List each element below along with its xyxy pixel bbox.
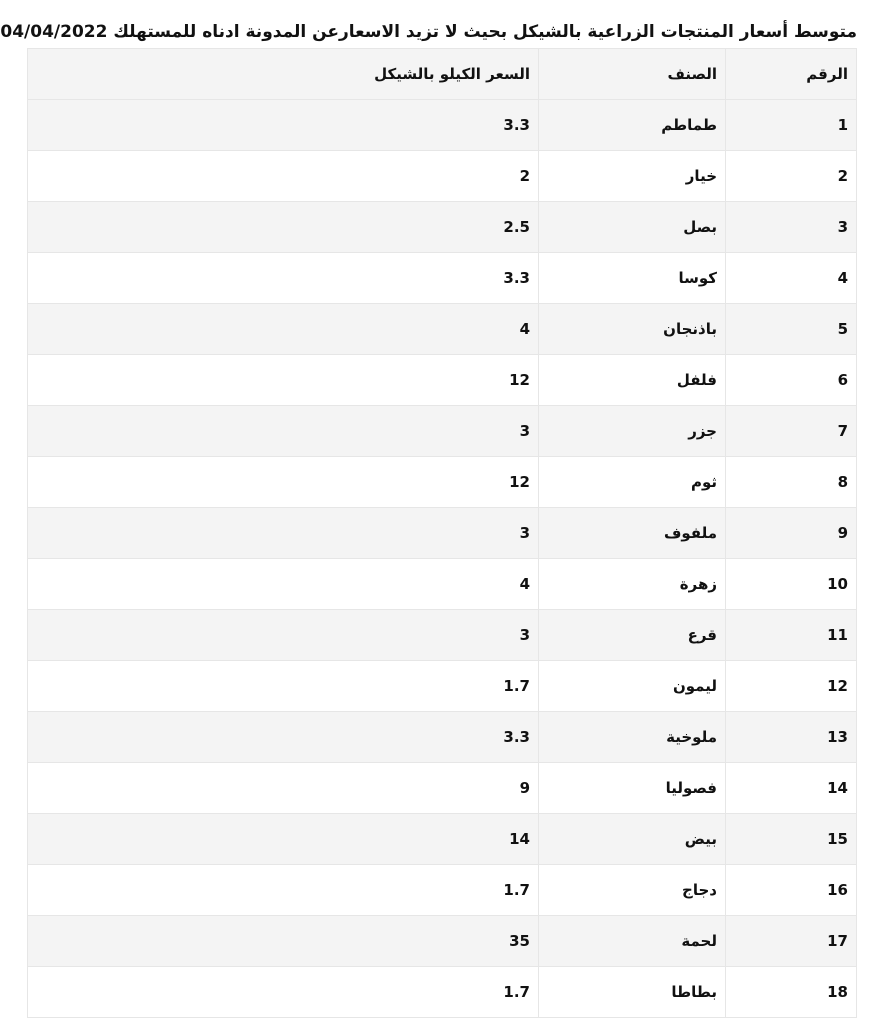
- table-header-row: [28, 49, 857, 100]
- cell-item: ملوخية: [539, 712, 726, 763]
- table-row: [28, 559, 857, 610]
- table-row: [28, 202, 857, 253]
- header-number: الرقم: [726, 49, 857, 100]
- cell-item: طماطم: [539, 100, 726, 151]
- cell-number: 10: [726, 559, 857, 610]
- table-row: [28, 304, 857, 355]
- cell-number: 6: [726, 355, 857, 406]
- cell-price: 12: [28, 457, 539, 508]
- cell-number: 2: [726, 151, 857, 202]
- cell-item: دجاج: [539, 865, 726, 916]
- cell-price: 3: [28, 406, 539, 457]
- table-row: [28, 967, 857, 1018]
- cell-price: 3.3: [28, 712, 539, 763]
- table-row: [28, 814, 857, 865]
- cell-price: 2: [28, 151, 539, 202]
- table-row: [28, 661, 857, 712]
- table-row: [28, 865, 857, 916]
- cell-price: 3.3: [28, 253, 539, 304]
- cell-price: 2.5: [28, 202, 539, 253]
- header-price: السعر الكيلو بالشيكل: [28, 49, 539, 100]
- table-row: [28, 508, 857, 559]
- header-item: الصنف: [539, 49, 726, 100]
- cell-item: خيار: [539, 151, 726, 202]
- cell-item: فلفل: [539, 355, 726, 406]
- cell-price: 4: [28, 559, 539, 610]
- table-row: [28, 406, 857, 457]
- table-row: [28, 457, 857, 508]
- table-body: [28, 100, 857, 1018]
- cell-price: 14: [28, 814, 539, 865]
- cell-number: 18: [726, 967, 857, 1018]
- cell-number: 7: [726, 406, 857, 457]
- cell-price: 1.7: [28, 865, 539, 916]
- cell-item: زهرة: [539, 559, 726, 610]
- cell-number: 1: [726, 100, 857, 151]
- cell-item: باذنجان: [539, 304, 726, 355]
- table-row: [28, 100, 857, 151]
- cell-number: 11: [726, 610, 857, 661]
- cell-price: 4: [28, 304, 539, 355]
- cell-item: جزر: [539, 406, 726, 457]
- cell-number: 12: [726, 661, 857, 712]
- cell-item: ليمون: [539, 661, 726, 712]
- table-row: [28, 763, 857, 814]
- cell-item: كوسا: [539, 253, 726, 304]
- cell-number: 17: [726, 916, 857, 967]
- table-row: [28, 253, 857, 304]
- table-row: [28, 355, 857, 406]
- cell-number: 4: [726, 253, 857, 304]
- page-title: متوسط أسعار المنتجات الزراعية بالشيكل بحيث لا تزيد الاسعارعن المدونة ادناه للمستهلك 04/04/2022: [0, 22, 857, 42]
- cell-price: 35: [28, 916, 539, 967]
- cell-price: 1.7: [28, 967, 539, 1018]
- cell-number: 16: [726, 865, 857, 916]
- cell-price: 3: [28, 508, 539, 559]
- table-row: [28, 916, 857, 967]
- cell-price: 9: [28, 763, 539, 814]
- cell-item: بيض: [539, 814, 726, 865]
- price-table: [27, 48, 857, 1018]
- cell-item: بصل: [539, 202, 726, 253]
- cell-item: قرع: [539, 610, 726, 661]
- cell-number: 13: [726, 712, 857, 763]
- table-row: [28, 712, 857, 763]
- table-row: [28, 151, 857, 202]
- cell-number: 5: [726, 304, 857, 355]
- cell-number: 14: [726, 763, 857, 814]
- cell-number: 9: [726, 508, 857, 559]
- cell-item: لحمة: [539, 916, 726, 967]
- table-row: [28, 610, 857, 661]
- cell-price: 3.3: [28, 100, 539, 151]
- cell-item: بطاطا: [539, 967, 726, 1018]
- cell-item: ملفوف: [539, 508, 726, 559]
- cell-price: 1.7: [28, 661, 539, 712]
- cell-number: 15: [726, 814, 857, 865]
- cell-price: 12: [28, 355, 539, 406]
- cell-number: 3: [726, 202, 857, 253]
- cell-price: 3: [28, 610, 539, 661]
- cell-item: ثوم: [539, 457, 726, 508]
- cell-number: 8: [726, 457, 857, 508]
- cell-item: فصوليا: [539, 763, 726, 814]
